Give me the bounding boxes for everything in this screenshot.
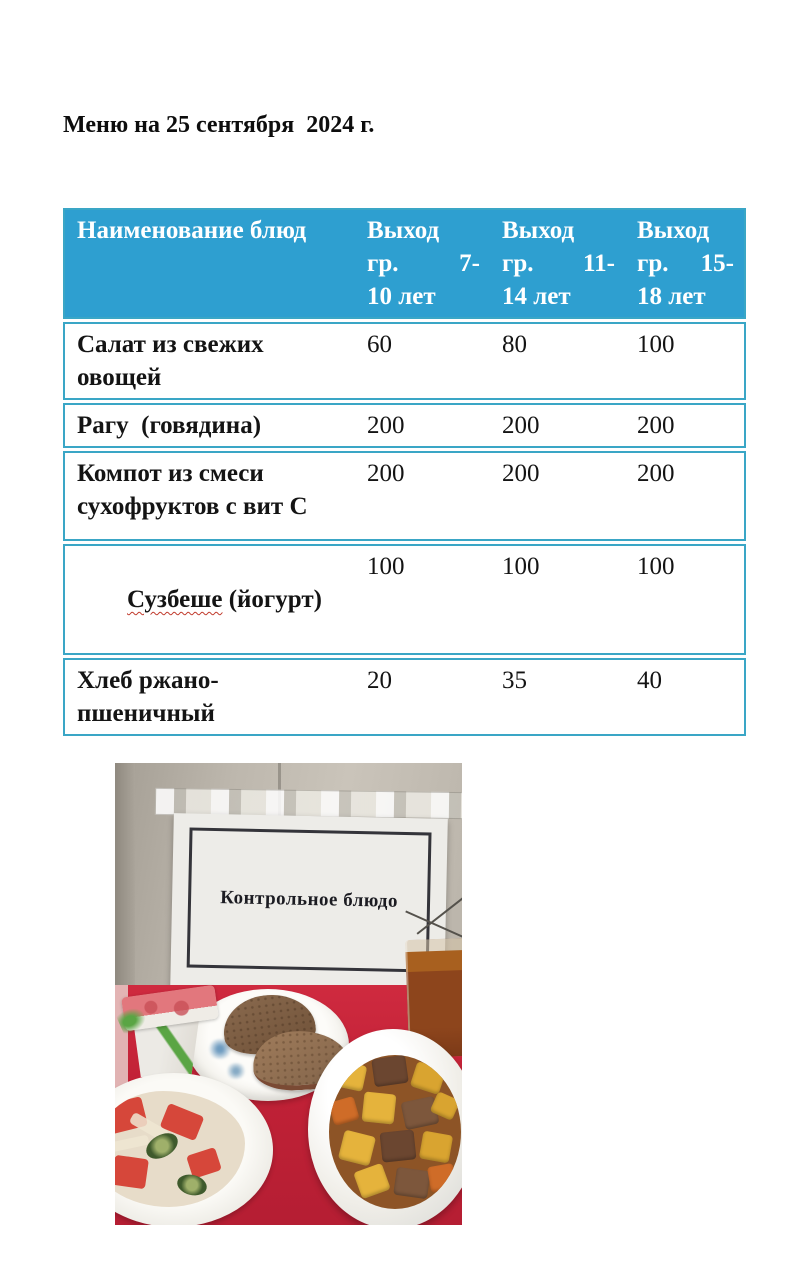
header-line: Выход [367,217,440,244]
header-line: гр. 7- [367,250,480,277]
header-line: гр. 11- [502,250,615,277]
dish-name: Хлеб ржано-пшеничный [63,658,355,736]
portion-7-10: 200 [355,451,490,541]
dish-name-rest: (йогурт) [222,586,322,613]
table-row [63,322,746,400]
beef-ragout [329,1055,461,1209]
dish-name: Компот из смеси сухофруктов с вит С [63,451,355,541]
potato-cube [419,1131,453,1164]
carrot-piece [329,1096,360,1126]
portion-11-14: 80 [490,322,625,400]
tomato-piece [115,1155,149,1189]
header-cell-dish: Наименование блюд [63,208,355,319]
header-line: 18 лет [637,283,706,310]
potato-cube [338,1130,376,1167]
table-header-row [63,208,746,319]
meal-photo [115,763,462,1225]
portion-11-14: 200 [490,451,625,541]
table-row [63,403,746,448]
meat-piece [393,1167,431,1199]
portion-11-14: 100 [490,544,625,655]
plate-floral-decor [225,1063,247,1079]
portion-7-10: 60 [355,322,490,400]
header-line: Выход [637,217,710,244]
table-row [63,451,746,541]
header-cell-11-14 [490,208,625,319]
portion-15-18: 40 [625,658,746,736]
portion-11-14: 35 [490,658,625,736]
dish-name: Рагу (говядина) [63,403,355,448]
header-cell-15-18 [625,208,746,319]
header-cell-7-10 [355,208,490,319]
carrot-piece [427,1163,457,1193]
table-row [63,544,746,655]
dish-name [63,544,355,655]
portion-7-10: 20 [355,658,490,736]
portion-15-18: 100 [625,322,746,400]
header-line: 10 лет [367,283,436,310]
potato-cube [362,1091,397,1124]
meat-piece [371,1055,409,1087]
sign-border [187,827,432,972]
cabbage-piece [115,1135,150,1154]
potato-cube [353,1163,391,1200]
header-line: 14 лет [502,283,571,310]
wall-edge [115,763,135,1003]
menu-table [63,205,746,739]
sign-text: Контрольное блюдо [220,887,399,912]
page-title: Меню на 25 сентября 2024 г. [63,112,375,138]
portion-15-18: 100 [625,544,746,655]
header-line: гр. 15- [637,250,734,277]
portion-15-18: 200 [625,451,746,541]
header-line: Выход [502,217,575,244]
table-row [63,658,746,736]
portion-15-18: 200 [625,403,746,448]
portion-7-10: 100 [355,544,490,655]
portion-7-10: 200 [355,403,490,448]
dish-name: Салат из свежих овощей [63,322,355,400]
portion-11-14: 200 [490,403,625,448]
misspelled-word: Сузбеше [127,586,223,613]
meat-piece [380,1129,417,1162]
